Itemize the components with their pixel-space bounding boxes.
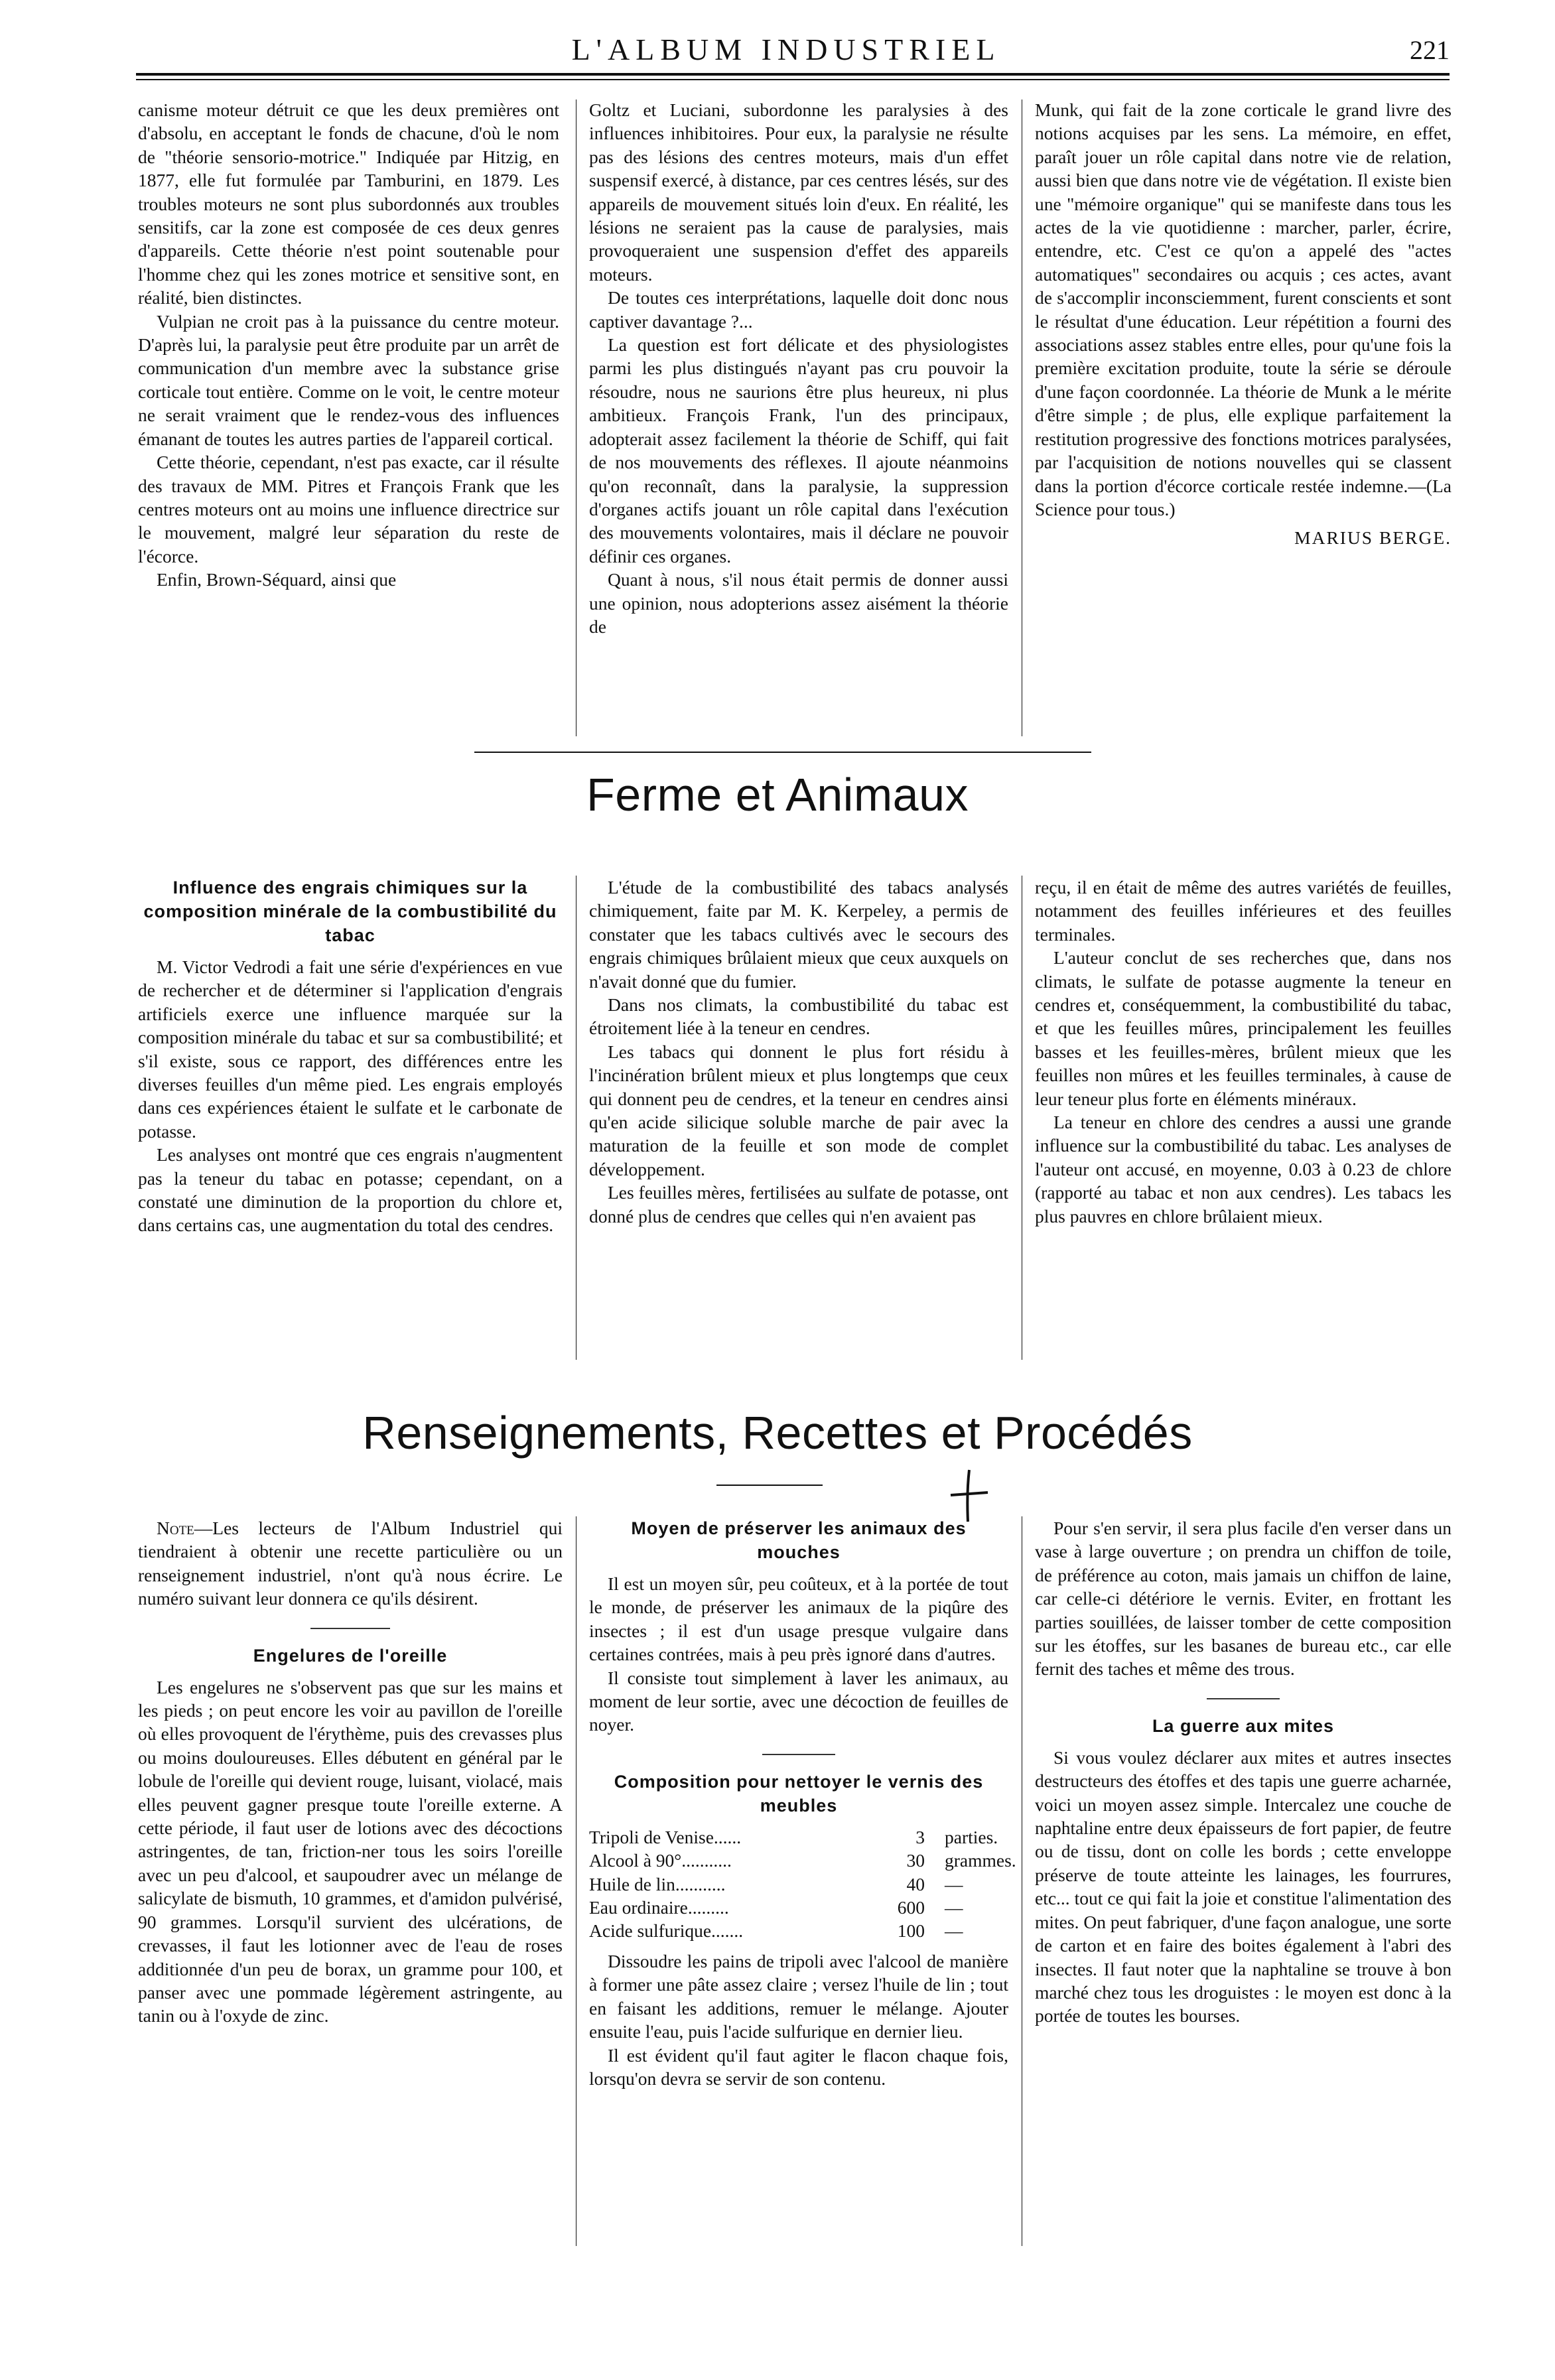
paragraph: M. Victor Vedrodi a fait une série d'expériences en vue de rechercher et de déterminer si l'application d'engrais artificiels exerce une influence marquée sur la composition minérale du tabac et sur sa combustibilité; et s'il existe, sous ce rapport, des différences entre les diverses feuilles d'un même pied. Les engrais employés dans ces expériences étaient le sulfate et le carbonate de potasse. [138, 957, 563, 1142]
short-rule [310, 1628, 390, 1629]
header-rule-bottom [136, 79, 1450, 80]
paragraph: Il est un moyen sûr, peu coûteux, et à la portée de tout le monde, de préserver les animaux de la piqûre des insectes ; il est d'un usage presque vulgaire dans certaines contrées, mais à peu près ignoré dans d'autres. [589, 1573, 1008, 1665]
recipe-qty: 600 [897, 1897, 925, 1918]
paragraph: Les engelures ne s'observent pas que sur les mains et les pieds ; on peut encore les voir au pavillon de l'oreille où elles provoquent de l'érythème, puis des crevasses plus ou moins douloureuses. Elles débutent en général par le lobule de l'oreille qui devient rouge, luisant, violacé, mais elles peuvent gagner presque toute l'oreille externe. A cette période, il faut user de lotions avec des décoctions astringentes, de tan, friction-ner tous les soirs l'oreille avec un peu d'alcool, et saupoudrer avec un mélange de salicylate de bismuth, 10 grammes, et d'amidon pulvérisé, 90 grammes. Lorsqu'il survient des ulcérations, de crevasses, il faut les lotionner avec de l'eau de roses additionnée d'un peu de borax, un gramme pour 100, et panser avec une pommade légèrement astringente, au tanin ou à l'oxyde de zinc. [138, 1676, 563, 2026]
paragraph: La teneur en chlore des cendres a aussi une grande influence sur la combustibilité du tabac. Les analyses de l'auteur ont accusé, en moyenne, 0.03 à 0.23 de chlore (rapporté au tabac et non aux cendres). Les tabacs les plus pauvres en chlore brûlaient mieux. [1035, 1112, 1452, 1226]
recipe-item: Tripoli de Venise...... [589, 1826, 742, 1847]
recipe-unit: parties. [945, 1826, 998, 1847]
renseignements-col-1 [138, 1516, 563, 2028]
recipe-qty: 40 [906, 1873, 925, 1894]
paragraph: reçu, il en était de même des autres variétés de feuilles, notamment des feuilles inférieures et des feuilles terminales. [1035, 877, 1452, 945]
running-header [123, 32, 1450, 78]
paragraph: Les feuilles mères, fertilisées au sulfate de potasse, ont donné plus de cendres que celles qui n'en avaient pas [589, 1182, 1008, 1226]
recipe-unit: — [945, 1873, 963, 1894]
article-title: Composition pour nettoyer le vernis des meubles [614, 1771, 984, 1816]
recipe-item: Eau ordinaire......... [589, 1897, 729, 1918]
paragraph: Dissoudre les pains de tripoli avec l'alcool de manière à former une pâte assez claire ; versez l'huile de lin ; tout en faisant les additions, remuer le mélange. Ajouter ensuite l'eau, puis l'acide sulfurique en dernier lieu. [589, 1950, 1008, 2042]
recipe-table [589, 1825, 1016, 1943]
recipe-item: Huile de lin........... [589, 1873, 726, 1894]
note [138, 1516, 563, 1611]
article-title: Engelures de l'oreille [253, 1645, 448, 1666]
short-rule [762, 1754, 835, 1755]
recipe-qty: 3 [915, 1826, 925, 1847]
recipe-unit: — [945, 1897, 963, 1918]
recipe-item: Acide sulfurique....... [589, 1920, 744, 1942]
ferme-col-3 [1035, 876, 1452, 1228]
paragraph: Dans nos climats, la combustibilité du tabac est étroitement liée à la teneur en cendres. [589, 994, 1008, 1039]
note-label: Note [157, 1518, 194, 1538]
paragraph: La question est fort délicate et des physiologistes parmi les plus distingués n'ayant pas cru pouvoir la résoudre, nous ne saurions être plus heureux, ni plus ambitieux. François Frank, l'un des principaux, adopterait assez facilement la théorie de Schiff, qui fait de nos mouvements des réflexes. Il ajoute néanmoins qu'on reconnaît, dans la paralysie, la suppression d'organes actifs jouant un rôle capital dans l'exécution des mouvements volontaires, mais il déclare ne pouvoir définir ces organes. [589, 334, 1008, 566]
paragraph: Les tabacs qui donnent le plus fort résidu à l'incinération brûlent mieux et plus longtemps que ceux qui donnent peu de cendres, et la teneur en cendres ainsi qu'en acide silicique soluble marche de pair avec la maturation de la feuille et son mode de complet développement. [589, 1041, 1008, 1179]
journal-title: L'ALBUM INDUSTRIEL [571, 33, 1001, 66]
paragraph: Si vous voulez déclarer aux mites et autres insectes destructeurs des étoffes et des tapis une guerre acharnée, voici un moyen assez simple. Intercalez une couche de naphtaline entre deux épaisseurs de fort papier, de feutre ou de tissu, dont on colle les bords ; cette enveloppe préserve de toute atteinte les lainages, les fourrures, etc... tout ce qui fait la joie et constitue l'alimentation des mites. On peut fabriquer, d'une façon analogue, une sorte de carton et en faire des boites également à l'abri des insectes. Il faut noter que la naphtaline se trouve à bon marché chez tous les droguistes : le moyen est donc à la portée de toutes les bourses. [1035, 1747, 1452, 2026]
paragraph: L'auteur conclut de ses recherches que, dans nos climats, le sulfate de potasse augmente la teneur en cendres et, conséquemment, la combustibilité du tabac, et que les feuilles mûres, principalement les feuilles basses et les feuilles-mères, brûlent mieux que les feuilles non mûres et les feuilles terminales, à cause de leur teneur plus forte en éléments minéraux. [1035, 947, 1452, 1109]
top-article-col-3 [1035, 98, 1452, 550]
page-number: 221 [1410, 35, 1450, 65]
header-rule-top [136, 73, 1450, 76]
ferme-col-1 [138, 876, 563, 1237]
renseignements-col-2 [589, 1516, 1016, 2090]
article-title: Moyen de préserver les animaux des mouches [631, 1518, 967, 1562]
section-separator [474, 752, 1091, 753]
recipe-unit: — [945, 1920, 963, 1942]
note-text: —Les lecteurs de l'Album Industriel qui tiendraient à obtenir une recette particulière ou un renseignement industriel, n'ont qu'à nous écrire. Le numéro suivant leur donnera ce qu'ils désirent. [138, 1518, 563, 1609]
recipe-qty: 30 [906, 1850, 925, 1871]
short-rule [1207, 1698, 1280, 1699]
paragraph: Il est évident qu'il faut agiter le flacon chaque fois, lorsqu'on devra se servir de son contenu. [589, 2044, 1008, 2089]
section-title-renseignements: Renseignements, Recettes et Procédés [362, 1407, 1193, 1459]
paragraph: Quant à nous, s'il nous était permis de donner aussi une opinion, nous adopterions assez aisément la théorie de [589, 569, 1008, 637]
recipe-qty: 100 [897, 1920, 925, 1942]
section-title-ferme: Ferme et Animaux [586, 769, 969, 821]
ferme-col-2 [589, 876, 1008, 1228]
paragraph: Il consiste tout simplement à laver les animaux, au moment de leur sortie, avec une décoction de feuilles de noyer. [589, 1667, 1008, 1735]
paragraph: Cette théorie, cependant, n'est pas exacte, car il résulte des travaux de MM. Pitres et François Frank que les centres moteurs ont au moins une influence directrice sur le mouvement, malgré leur séparation du reste de l'écorce. [138, 452, 559, 566]
recipe-unit: grammes. [945, 1850, 1016, 1871]
paragraph: Vulpian ne croit pas à la puissance du centre moteur. D'après lui, la paralysie peut être produite par un arrêt de communication d'un membre avec la substance grise corticale tout entière. Comme on le voit, le centre moteur ne serait vraiment que le rendez-vous des influences émanant de toutes les autres parties de l'appareil cortical. [138, 310, 559, 449]
paragraph: Goltz et Luciani, subordonne les paralysies à des influences inhibitoires. Pour eux, la paralysie ne résulte pas des lésions des centres moteurs, mais d'un effet suspensif exercé, à distance, par ces centres lésés, sur des appareils de mouvement situés loin d'eux. En réalité, les lésions ne seraient pas la cause de paralysies, mais provoqueraient une suspension d'effet des appareils moteurs. [589, 99, 1008, 285]
paragraph: Enfin, Brown-Séquard, ainsi que [157, 569, 397, 590]
paragraph: De toutes ces interprétations, laquelle doit donc nous captiver davantage ?... [589, 287, 1008, 332]
paragraph: Pour s'en servir, il sera plus facile d'en verser dans un vase à large ouverture ; on prendra un chiffon de toile, de préférence au coton, mais jamais un chiffon de laine, car celle-ci détériore le vernis. Eviter, en frottant les parties souillées, de laisser tomber de cette composition sur les étoffes, sur les basanes de bureau etc., car elle fernit des taches et même des trous. [1035, 1518, 1452, 1680]
article-title: Influence des engrais chimiques sur la composition minérale de la combustibilité du tabac [143, 878, 557, 945]
top-article-col-2 [589, 98, 1008, 638]
paragraph: canisme moteur détruit ce que les deux premières ont d'absolu, en acceptant le fonds de chacune, d'où le nom de "théorie sensorio-motrice." Indiquée par Hitzig, en 1877, elle fut formulée par Tamburini, en 1879. Les troubles moteurs ne sont plus subordonnés aux troubles sensitifs, car la zone est composée de ces deux genres d'appareils. Cette théorie n'est point soutenable pour l'homme chez qui les zones motrice et sensitive sont, en réalité, bien distinctes. [138, 99, 559, 308]
title-underline [716, 1485, 823, 1486]
recipe-item: Alcool à 90°........... [589, 1850, 732, 1871]
paragraph: Munk, qui fait de la zone corticale le grand livre des notions acquises par les sens. La mémoire, en effet, paraît jouer un rôle capital dans notre vie de relation, aussi bien que dans notre vie de végétation. Il existe bien une "mémoire organique" qui se manifeste dans tous les actes de la vie quotidienne : marcher, parler, écrire, entendre, etc. C'est ce qu'on a appelé des "actes automatiques" secondaires ou acquis ; ces actes, avant de s'accomplir inconsciemment, furent conscients et sont le résultat d'une éducation. Leur répétition a fourni des associations assez stables entre elles, pour qu'une fois la première excitation produite, toute la série se déroule d'une façon coordonnée. La théorie de Munk a le mérite d'être simple ; de plus, elle explique parfaitement la restitution progressive des fonctions motrices paralysées, par l'acquisition de notions nouvelles qui se classent dans la portion d'écorce corticale restée indemne.—(La Science pour tous.) [1035, 99, 1452, 519]
paragraph: L'étude de la combustibilité des tabacs analysés chimiquement, faite par M. K. Kerpeley, a permis de constater que les tabacs cultivés avec le secours des engrais chimiques brûlaient mieux que ceux auxquels on n'avait donné que du fumier. [589, 877, 1008, 992]
article-title: La guerre aux mites [1152, 1715, 1335, 1736]
author-signature: MARIUS BERGE. [1294, 527, 1452, 549]
top-article-col-1 [138, 98, 559, 592]
paragraph: Les analyses ont montré que ces engrais n'augmentent pas la teneur du tabac en potasse; cependant, on a constaté une diminution de la proportion du chlore et, dans certains cas, une augmentation du total des cendres. [138, 1144, 563, 1236]
renseignements-col-3 [1035, 1516, 1452, 2028]
